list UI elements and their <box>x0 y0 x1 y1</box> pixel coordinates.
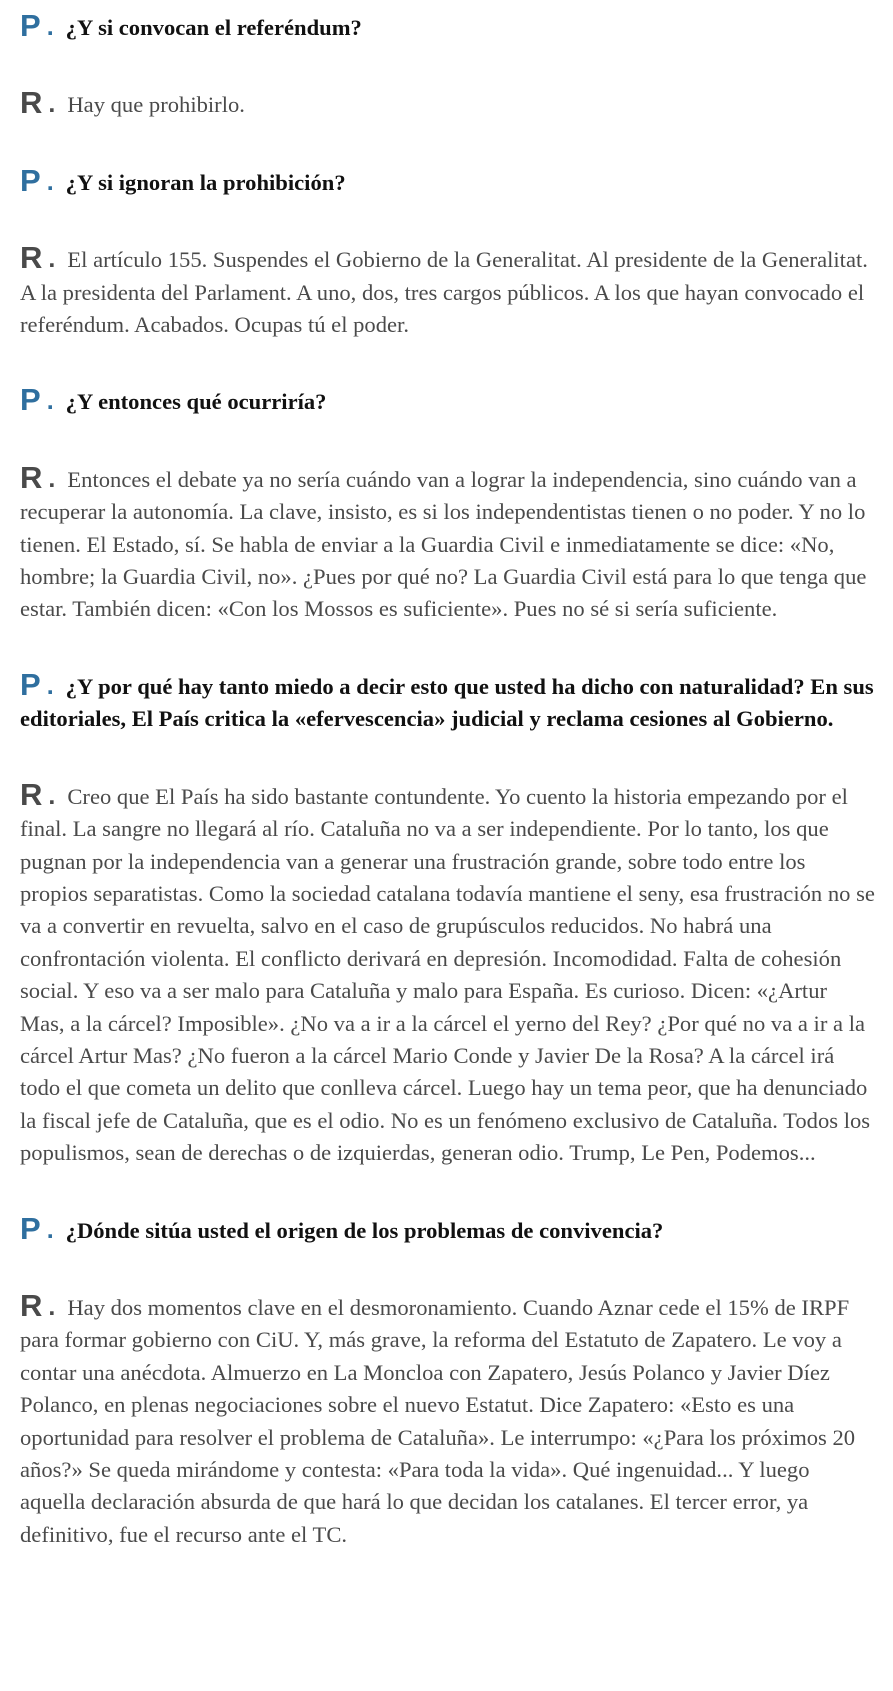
answer-text: Hay dos momentos clave en el desmoronamiento. Cuando Aznar cede el 15% de IRPF para formar gobierno con CiU. Y, más grave, la reforma del Estatuto de Zapatero. Le voy a contar una anécdota. Almuerzo en La Moncloa con Zapatero, Jesús Polanco y Javier Díez Polanco, en plenas negociaciones sobre el nuevo Estatut. Dice Zapatero: «Esto es una oportunidad para resolver el problema de Cataluña». Le interrumpo: «¿Para los próximos 20 años?» Se queda mirándome y contesta: «Para toda la vida». Qué ingenuidad... Y luego aquella declaración absurda de que hará lo que decidan los catalanes. El tercer error, ya definitivo, fue el recurso ante el TC. <box>20 1294 856 1547</box>
answer-text: Entonces el debate ya no sería cuándo van a lograr la independencia, sino cuándo van a recuperar la autonomía. La clave, insisto, es si los independentistas tienen o no poder. Y no lo tienen. El Estado, sí. Se habla de enviar a la Guardia Civil e inmediatamente se dice: «No, hombre; la Guardia Civil, no». ¿Pues por qué no? La Guardia Civil está para lo que tenga que estar. También dicen: «Con los Mossos es suficiente». Pues no sé si sería suficiente. <box>20 466 867 622</box>
answer-3 <box>20 459 875 626</box>
answer-label: R <box>20 85 43 121</box>
question-5 <box>20 1210 875 1247</box>
separator: . <box>46 671 54 700</box>
answer-label: R <box>20 459 43 495</box>
question-text: ¿Y si convocan el referéndum? <box>65 15 362 40</box>
separator: . <box>48 781 56 810</box>
question-3 <box>20 384 875 418</box>
separator: . <box>48 1292 56 1321</box>
answer-label: R <box>20 1287 43 1323</box>
separator: . <box>48 464 56 493</box>
separator: . <box>48 90 56 119</box>
question-label: P <box>20 8 41 43</box>
answer-text: Creo que El País ha sido bastante contundente. Yo cuento la historia empezando por el final. La sangre no llegará al río. Cataluña no va a ser independiente. Por lo tanto, los que pugnan por la independencia van a generar una frustración grande, sobre todo entre los propios separatistas. Como la sociedad catalana todavía mantiene el seny, esa frustración no se va a convertir en revuelta, salvo en el caso de grupúsculos reducidos. No habrá una confrontación violenta. El conflicto derivará en depresión. Incomodidad. Falta de cohesión social. Y eso va a ser malo para Cataluña y malo para España. Es curioso. Dicen: «¿Artur Mas, a la cárcel? Imposible». ¿No va a ir a la cárcel el yerno del Rey? ¿Por qué no va a ir a la cárcel Artur Mas? ¿No fueron a la cárcel Mario Conde y Javier De la Rosa? A la cárcel irá todo el que cometa un delito que conlleva cárcel. Luego hay un tema peor, que ha denunciado la fiscal jefe de Cataluña, que es el odio. No es un fenómeno exclusivo de Cataluña. Todos los populismos, sean de derechas o de izquierdas, generan odio. Trump, Le Pen, Podemos... <box>20 783 875 1166</box>
question-label: P <box>20 162 41 198</box>
separator: . <box>46 1215 54 1244</box>
question-1 <box>20 10 875 44</box>
separator: . <box>48 245 56 274</box>
question-label: P <box>20 666 41 702</box>
answer-4 <box>20 776 875 1170</box>
separator: . <box>46 13 54 41</box>
answer-label: R <box>20 776 43 812</box>
answer-1 <box>20 87 875 121</box>
question-text: ¿Y por qué hay tanto miedo a decir esto que usted ha dicho con naturalidad? En sus editoriales, El País critica la «efervescencia» judicial y reclama cesiones al Gobierno. <box>20 673 874 732</box>
answer-text: Hay que prohibirlo. <box>67 92 245 118</box>
question-label: P <box>20 382 41 418</box>
question-2 <box>20 162 875 199</box>
answer-label: R <box>20 240 43 276</box>
question-4 <box>20 666 875 736</box>
question-label: P <box>20 1210 41 1246</box>
question-text: ¿Y entonces qué ocurriría? <box>65 389 327 415</box>
answer-2 <box>20 242 875 341</box>
question-text: ¿Y si ignoran la prohibición? <box>65 169 346 195</box>
separator: . <box>46 387 54 416</box>
separator: . <box>46 167 54 196</box>
answer-5 <box>20 1287 875 1551</box>
question-text: ¿Dónde sitúa usted el origen de los problemas de convivencia? <box>65 1217 664 1243</box>
answer-text: El artículo 155. Suspendes el Gobierno de la Generalitat. Al presidente de la Generalitat. A la presidenta del Parlament. A uno, dos, tres cargos públicos. A los que hayan convocado el referéndum. Acabados. Ocupas tú el poder. <box>20 247 868 338</box>
